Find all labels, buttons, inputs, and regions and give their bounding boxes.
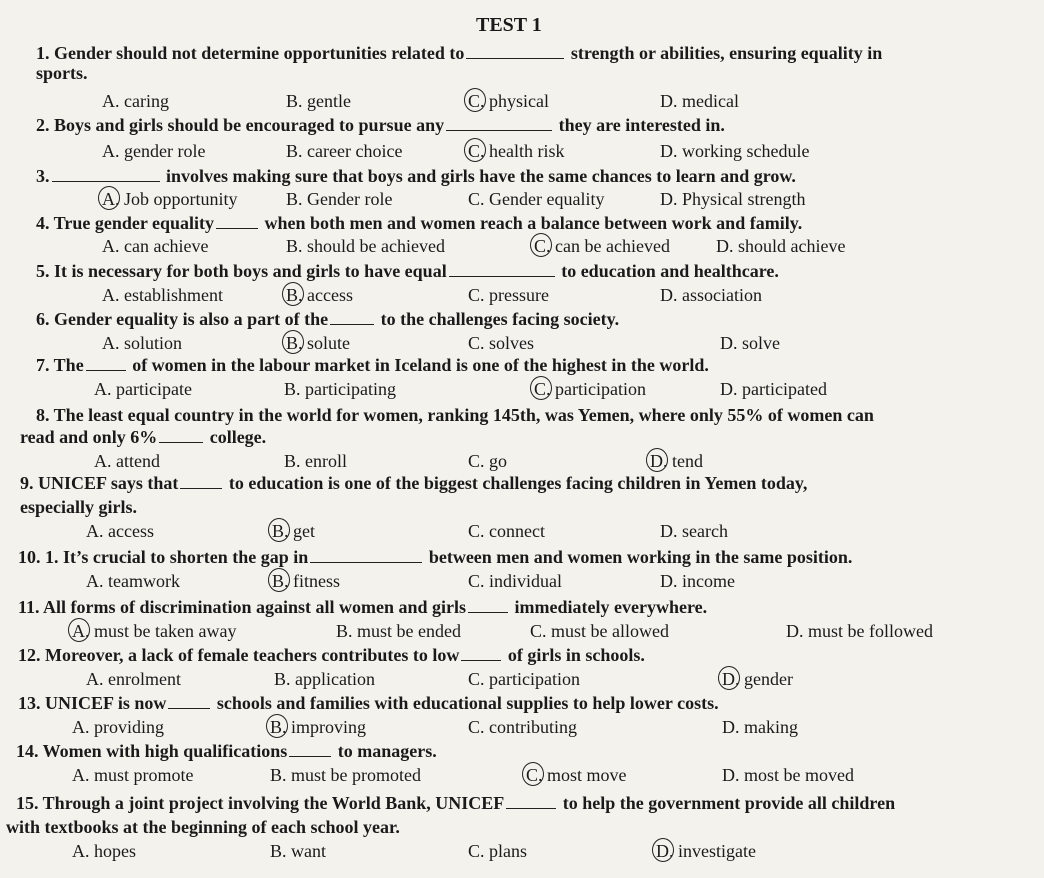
stem-text: 2. Boys and girls should be encouraged to pursue any bbox=[36, 115, 445, 135]
answer-option[interactable] bbox=[660, 90, 739, 112]
option-letter: C. bbox=[468, 669, 485, 689]
option-text: Job opportunity bbox=[119, 189, 238, 209]
answer-option[interactable] bbox=[284, 450, 347, 472]
answer-option[interactable] bbox=[656, 840, 756, 862]
answer-option[interactable] bbox=[468, 668, 580, 690]
option-letter: D. bbox=[716, 236, 734, 256]
answer-option[interactable] bbox=[660, 140, 809, 162]
stem-text: 5. It is necessary for both boys and girls to have equal bbox=[36, 261, 447, 281]
option-letter: B. bbox=[336, 621, 353, 641]
option-letter: A. bbox=[72, 765, 90, 785]
option-letter: B. bbox=[270, 765, 287, 785]
answer-option[interactable] bbox=[272, 570, 340, 592]
option-text: solves bbox=[484, 333, 535, 353]
option-letter: D. bbox=[660, 571, 678, 591]
option-letter: D. bbox=[722, 669, 740, 689]
option-text: career choice bbox=[302, 141, 403, 161]
option-text: access bbox=[302, 285, 353, 305]
answer-option[interactable] bbox=[650, 450, 703, 472]
option-text: must be allowed bbox=[546, 621, 669, 641]
option-text: individual bbox=[484, 571, 563, 591]
option-text: solute bbox=[302, 333, 351, 353]
option-letter: B. bbox=[286, 189, 303, 209]
option-text: caring bbox=[119, 91, 169, 111]
option-letter: C. bbox=[530, 621, 547, 641]
answer-option[interactable] bbox=[102, 332, 182, 354]
option-text: must promote bbox=[89, 765, 194, 785]
answer-blank[interactable] bbox=[310, 548, 422, 563]
option-text: making bbox=[739, 717, 798, 737]
option-letter: B. bbox=[272, 521, 289, 541]
question-stem bbox=[18, 644, 645, 666]
answer-option[interactable] bbox=[722, 764, 854, 786]
option-text: providing bbox=[89, 717, 164, 737]
answer-option[interactable] bbox=[72, 840, 136, 862]
stem-text: schools and families with educational supplies to help lower costs. bbox=[216, 693, 719, 713]
question-stem-continued: especially girls. bbox=[20, 497, 137, 517]
option-text: working schedule bbox=[677, 141, 810, 161]
option-letter: A. bbox=[94, 451, 112, 471]
stem-text: 6. Gender equality is also a part of the bbox=[36, 309, 329, 329]
option-text: participation bbox=[550, 379, 646, 399]
answer-option[interactable] bbox=[468, 450, 507, 472]
stem-text: between men and women working in the same position. bbox=[428, 547, 853, 567]
answer-option[interactable] bbox=[468, 140, 565, 162]
question-stem bbox=[16, 740, 437, 762]
answer-option[interactable] bbox=[786, 620, 933, 642]
answer-option[interactable] bbox=[468, 90, 549, 112]
answer-option[interactable] bbox=[286, 235, 445, 257]
stem-text: to help the government provide all children bbox=[562, 793, 896, 813]
answer-option[interactable] bbox=[468, 520, 545, 542]
answer-option[interactable] bbox=[660, 520, 728, 542]
stem-text: to education is one of the biggest challenges facing children in Yemen today, bbox=[228, 473, 808, 493]
answer-option[interactable] bbox=[286, 140, 402, 162]
option-letter: A. bbox=[86, 571, 104, 591]
question-stem bbox=[36, 354, 709, 376]
answer-option[interactable] bbox=[86, 668, 181, 690]
stem-text: 8. The least equal country in the world for women, ranking 145th, was Yemen, where only 55% of women can bbox=[36, 405, 874, 425]
option-letter: A. bbox=[94, 379, 112, 399]
answer-option[interactable] bbox=[72, 764, 194, 786]
option-letter: C. bbox=[526, 765, 543, 785]
answer-option[interactable] bbox=[720, 332, 780, 354]
stem-text: immediately everywhere. bbox=[514, 597, 708, 617]
option-letter: B. bbox=[286, 236, 303, 256]
option-letter: D. bbox=[656, 841, 674, 861]
option-letter: B. bbox=[270, 841, 287, 861]
option-letter: C. bbox=[468, 189, 485, 209]
option-text: Physical strength bbox=[677, 189, 806, 209]
option-letter: D. bbox=[660, 285, 678, 305]
option-text: health risk bbox=[484, 141, 565, 161]
stem-text: to education and healthcare. bbox=[561, 261, 779, 281]
question-stem bbox=[36, 308, 619, 330]
option-text: establishment bbox=[119, 285, 223, 305]
option-letter: A. bbox=[102, 189, 120, 209]
question-stem bbox=[36, 114, 725, 136]
question-stem bbox=[18, 596, 707, 618]
page-title: TEST 1 bbox=[476, 14, 542, 36]
option-letter: D. bbox=[786, 621, 804, 641]
answer-option[interactable] bbox=[660, 570, 735, 592]
option-text: want bbox=[286, 841, 327, 861]
answer-option[interactable] bbox=[94, 378, 192, 400]
stem-text: to the challenges facing society. bbox=[380, 309, 620, 329]
option-text: can achieve bbox=[119, 236, 209, 256]
answer-blank[interactable] bbox=[289, 742, 331, 757]
option-letter: A. bbox=[72, 717, 90, 737]
stem-text: they are interested in. bbox=[558, 115, 725, 135]
answer-option[interactable] bbox=[468, 332, 534, 354]
option-letter: D. bbox=[720, 333, 738, 353]
option-text: participate bbox=[111, 379, 192, 399]
answer-option[interactable] bbox=[722, 668, 793, 690]
option-letter: C. bbox=[468, 841, 485, 861]
option-text: tend bbox=[667, 451, 703, 471]
option-text: attend bbox=[111, 451, 160, 471]
option-letter: A. bbox=[102, 141, 120, 161]
answer-blank[interactable] bbox=[468, 598, 508, 613]
option-text: get bbox=[288, 521, 316, 541]
answer-option[interactable] bbox=[526, 764, 627, 786]
option-text: plans bbox=[484, 841, 528, 861]
answer-blank[interactable] bbox=[466, 44, 564, 59]
option-text: must be promoted bbox=[286, 765, 421, 785]
stem-text: of girls in schools. bbox=[507, 645, 645, 665]
option-text: hopes bbox=[89, 841, 136, 861]
option-text: most be moved bbox=[739, 765, 854, 785]
answer-option[interactable] bbox=[86, 520, 154, 542]
option-letter: D. bbox=[722, 717, 740, 737]
stem-text: to managers. bbox=[337, 741, 437, 761]
option-text: physical bbox=[484, 91, 550, 111]
option-text: should be achieved bbox=[302, 236, 445, 256]
option-text: pressure bbox=[484, 285, 549, 305]
option-text: medical bbox=[677, 91, 739, 111]
answer-blank[interactable] bbox=[446, 116, 552, 131]
answer-option[interactable] bbox=[286, 332, 350, 354]
stem-text: 1. Gender should not determine opportunities related to bbox=[36, 43, 465, 63]
stem-text: read and only 6% bbox=[20, 427, 158, 447]
option-letter: C. bbox=[468, 451, 485, 471]
answer-blank[interactable] bbox=[449, 262, 555, 277]
option-letter: C. bbox=[468, 285, 485, 305]
option-letter: A. bbox=[72, 621, 90, 641]
answer-option[interactable] bbox=[286, 284, 353, 306]
question-stem bbox=[18, 546, 852, 568]
answer-blank[interactable] bbox=[330, 310, 374, 325]
option-text: gentle bbox=[302, 91, 351, 111]
answer-blank[interactable] bbox=[506, 794, 556, 809]
answer-option[interactable] bbox=[102, 235, 208, 257]
option-text: income bbox=[677, 571, 735, 591]
option-text: improving bbox=[286, 717, 367, 737]
option-letter: D. bbox=[660, 91, 678, 111]
answer-option[interactable] bbox=[72, 716, 164, 738]
option-letter: C. bbox=[468, 333, 485, 353]
option-letter: B. bbox=[284, 379, 301, 399]
stem-text: 14. Women with high qualifications bbox=[16, 741, 288, 761]
option-letter: B. bbox=[284, 451, 301, 471]
option-letter: C. bbox=[468, 717, 485, 737]
option-letter: A. bbox=[86, 521, 104, 541]
option-text: association bbox=[677, 285, 762, 305]
answer-option[interactable] bbox=[468, 840, 527, 862]
question-stem bbox=[36, 260, 779, 282]
stem-text: 4. True gender equality bbox=[36, 213, 215, 233]
option-text: gender bbox=[739, 669, 793, 689]
answer-blank[interactable] bbox=[168, 694, 210, 709]
answer-blank[interactable] bbox=[52, 167, 160, 182]
option-letter: D. bbox=[660, 189, 678, 209]
option-text: teamwork bbox=[103, 571, 180, 591]
option-letter: D. bbox=[660, 521, 678, 541]
option-letter: D. bbox=[660, 141, 678, 161]
option-text: Gender equality bbox=[484, 189, 605, 209]
option-letter: D. bbox=[720, 379, 738, 399]
answer-option[interactable] bbox=[102, 140, 205, 162]
option-letter: B. bbox=[274, 669, 291, 689]
option-text: solve bbox=[737, 333, 780, 353]
answer-option[interactable] bbox=[468, 570, 562, 592]
answer-option[interactable] bbox=[94, 450, 160, 472]
option-text: search bbox=[677, 521, 728, 541]
option-letter: A. bbox=[72, 841, 90, 861]
option-letter: B. bbox=[286, 91, 303, 111]
option-text: participation bbox=[484, 669, 580, 689]
option-text: must be taken away bbox=[89, 621, 237, 641]
option-text: connect bbox=[484, 521, 545, 541]
answer-option[interactable] bbox=[102, 90, 169, 112]
answer-blank[interactable] bbox=[180, 474, 222, 489]
answer-option[interactable] bbox=[286, 90, 351, 112]
answer-option[interactable] bbox=[336, 620, 461, 642]
option-letter: C. bbox=[468, 521, 485, 541]
stem-text: 11. All forms of discrimination against all women and girls bbox=[18, 597, 467, 617]
question-stem-continued bbox=[20, 426, 266, 448]
option-letter: D. bbox=[650, 451, 668, 471]
option-text: Gender role bbox=[302, 189, 393, 209]
question-stem bbox=[36, 212, 802, 234]
option-letter: A. bbox=[102, 333, 120, 353]
answer-option[interactable] bbox=[102, 284, 223, 306]
option-text: enroll bbox=[300, 451, 348, 471]
stem-text: when both men and women reach a balance between work and family. bbox=[264, 213, 803, 233]
option-text: access bbox=[103, 521, 154, 541]
answer-option[interactable] bbox=[534, 378, 646, 400]
question-stem-continued: sports. bbox=[36, 63, 88, 83]
question-stem bbox=[20, 472, 807, 494]
stem-text: 13. UNICEF is now bbox=[18, 693, 167, 713]
option-letter: C. bbox=[534, 379, 551, 399]
stem-text: 3. bbox=[36, 166, 50, 186]
answer-option[interactable] bbox=[716, 235, 845, 257]
option-text: participated bbox=[737, 379, 827, 399]
stem-text: 15. Through a joint project involving the World Bank, UNICEF bbox=[16, 793, 505, 813]
stem-text: 9. UNICEF says that bbox=[20, 473, 179, 493]
answer-option[interactable] bbox=[468, 284, 549, 306]
answer-option[interactable] bbox=[722, 716, 798, 738]
answer-option[interactable] bbox=[270, 716, 366, 738]
option-text: solution bbox=[119, 333, 183, 353]
option-text: enrolment bbox=[103, 669, 181, 689]
option-letter: C. bbox=[534, 236, 551, 256]
option-text: must be followed bbox=[803, 621, 933, 641]
option-letter: C. bbox=[468, 91, 485, 111]
option-letter: B. bbox=[272, 571, 289, 591]
stem-text: 7. The bbox=[36, 355, 84, 375]
answer-option[interactable] bbox=[534, 235, 670, 257]
answer-option[interactable] bbox=[102, 188, 238, 210]
question-stem-continued: with textbooks at the beginning of each school year. bbox=[6, 817, 400, 837]
option-letter: B. bbox=[270, 717, 287, 737]
answer-option[interactable] bbox=[660, 188, 806, 210]
option-text: contributing bbox=[484, 717, 578, 737]
answer-blank[interactable] bbox=[216, 214, 258, 229]
answer-option[interactable] bbox=[270, 764, 421, 786]
option-letter: B. bbox=[286, 141, 303, 161]
option-letter: B. bbox=[286, 333, 303, 353]
answer-option[interactable] bbox=[468, 716, 577, 738]
answer-option[interactable] bbox=[86, 570, 180, 592]
answer-option[interactable] bbox=[72, 620, 236, 642]
option-text: investigate bbox=[673, 841, 756, 861]
option-letter: A. bbox=[86, 669, 104, 689]
option-letter: A. bbox=[102, 285, 120, 305]
question-stem bbox=[36, 165, 796, 187]
stem-text: of women in the labour market in Iceland is one of the highest in the world. bbox=[132, 355, 709, 375]
answer-option[interactable] bbox=[720, 378, 827, 400]
stem-text: college. bbox=[209, 427, 267, 447]
option-letter: C. bbox=[468, 141, 485, 161]
option-text: fitness bbox=[288, 571, 341, 591]
question-stem bbox=[16, 792, 895, 814]
option-letter: D. bbox=[722, 765, 740, 785]
option-text: can be achieved bbox=[550, 236, 670, 256]
option-text: most move bbox=[542, 765, 627, 785]
question-stem bbox=[36, 404, 874, 426]
answer-blank[interactable] bbox=[86, 356, 126, 371]
option-letter: A. bbox=[102, 236, 120, 256]
option-letter: A. bbox=[102, 91, 120, 111]
question-stem bbox=[36, 42, 882, 64]
option-text: must be ended bbox=[352, 621, 461, 641]
option-text: participating bbox=[300, 379, 396, 399]
answer-option[interactable] bbox=[286, 188, 392, 210]
option-text: gender role bbox=[119, 141, 206, 161]
option-letter: C. bbox=[468, 571, 485, 591]
answer-blank[interactable] bbox=[461, 646, 501, 661]
stem-text: 12. Moreover, a lack of female teachers contributes to low bbox=[18, 645, 460, 665]
answer-option[interactable] bbox=[272, 520, 315, 542]
answer-option[interactable] bbox=[274, 668, 375, 690]
stem-text: 10. 1. It’s crucial to shorten the gap in bbox=[18, 547, 309, 567]
stem-text: involves making sure that boys and girls have the same chances to learn and grow. bbox=[166, 166, 796, 186]
answer-option[interactable] bbox=[468, 188, 604, 210]
answer-option[interactable] bbox=[530, 620, 669, 642]
stem-text: strength or abilities, ensuring equality in bbox=[570, 43, 883, 63]
option-text: should achieve bbox=[733, 236, 846, 256]
answer-blank[interactable] bbox=[159, 428, 203, 443]
option-letter: B. bbox=[286, 285, 303, 305]
option-text: go bbox=[484, 451, 508, 471]
answer-option[interactable] bbox=[660, 284, 762, 306]
answer-option[interactable] bbox=[284, 378, 396, 400]
option-text: application bbox=[290, 669, 375, 689]
answer-option[interactable] bbox=[270, 840, 326, 862]
question-stem bbox=[18, 692, 719, 714]
